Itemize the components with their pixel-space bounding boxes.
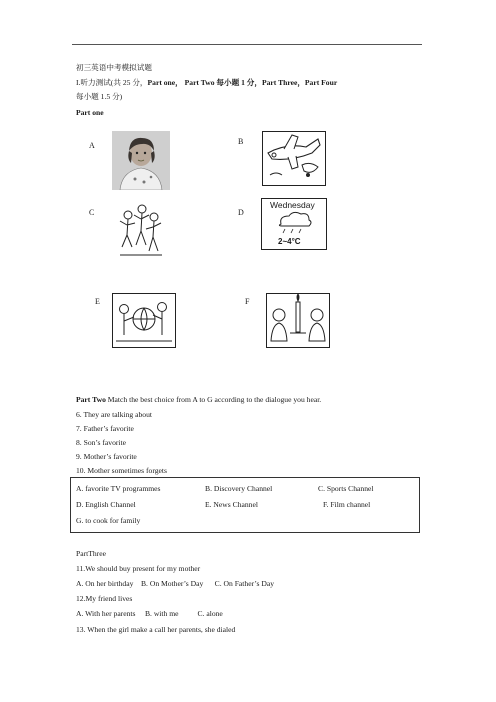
question-13: 13. When the girl make a call her parents, she dialed	[76, 625, 236, 634]
weather-day: Wednesday	[270, 200, 315, 210]
part-two-instruction-text: Match the best choice from A to G according to the dialogue you hear.	[107, 395, 322, 404]
question-10: 10. Mother sometimes forgets	[76, 466, 167, 475]
picture-label-e: E	[95, 297, 100, 306]
option-f: F. Film channel	[323, 500, 371, 509]
q12-option-b: B. with me	[144, 609, 179, 618]
question-11: 11.We should buy present for my mother	[76, 564, 201, 573]
option-a: A. favorite TV programmes	[76, 484, 161, 493]
globe-people-icon	[112, 291, 176, 351]
picture-label-f: F	[245, 297, 250, 306]
question-12-options	[76, 609, 223, 619]
question-8: 8. Son’s favorite	[76, 438, 126, 447]
option-d: D. English Channel	[76, 500, 136, 509]
q12-option-c: C. alone	[197, 609, 223, 618]
part-three-heading: PartThree	[76, 549, 106, 558]
picture-label-d: D	[238, 208, 244, 217]
page-title: 初三英语中考模拟试题	[76, 63, 152, 72]
q11-option-a: A. On her birthday	[76, 579, 134, 588]
header-rule	[72, 44, 422, 45]
person-photo	[112, 131, 170, 190]
q11-option-b: B. On Mother’s Day	[140, 579, 204, 588]
q12-option-a: A. With her parents	[76, 609, 136, 618]
part-two-heading: Part Two	[76, 395, 106, 404]
option-b: B. Discovery Channel	[205, 484, 273, 493]
option-c: C. Sports Channel	[318, 484, 374, 493]
q11-option-c: C. On Father’s Day	[214, 579, 274, 588]
airplane-icon	[262, 131, 326, 186]
part-one-heading: Part one	[76, 108, 104, 117]
question-9: 9. Mother’s favorite	[76, 452, 137, 461]
section-1-heading-cont: 每小题 1.5 分)	[76, 92, 123, 101]
section-1-heading-a: I.听力测试(共 25 分，	[76, 78, 148, 87]
weather-temperature: 2~4°C	[278, 237, 301, 246]
picture-label-a: A	[89, 141, 95, 150]
question-11-options	[76, 579, 274, 589]
people-dancing-icon	[116, 201, 166, 261]
picture-label-c: C	[89, 208, 95, 217]
options-box	[70, 477, 420, 533]
option-e: E. News Channel	[205, 500, 258, 509]
candle-people-icon	[266, 291, 330, 351]
question-7: 7. Father’s favorite	[76, 424, 134, 433]
section-1-heading-b: Part one， Part Two 每小题 1 分，Part Three，Part Four	[147, 78, 338, 87]
part-two-instruction	[76, 395, 321, 405]
question-12: 12.My friend lives	[76, 594, 133, 603]
question-6: 6. They are talking about	[76, 410, 152, 419]
picture-label-b: B	[238, 137, 244, 146]
option-g: G. to cook for family	[76, 516, 141, 525]
section-1-heading	[76, 78, 337, 88]
